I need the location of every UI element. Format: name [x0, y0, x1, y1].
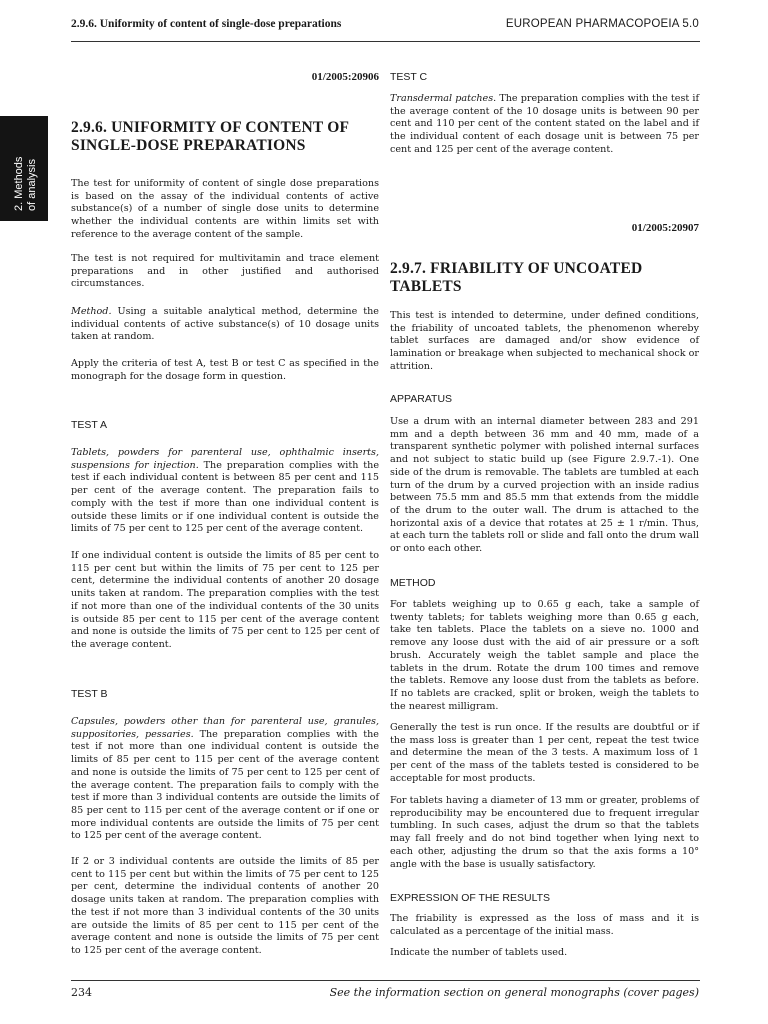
section-title-line-2: SINGLE-DOSE PREPARATIONS [71, 137, 306, 154]
test-a-heading: TEST A [71, 419, 107, 431]
running-header-publication: EUROPEAN PHARMACOPOEIA 5.0 [505, 18, 699, 30]
method-heading: METHOD [390, 577, 436, 589]
section-title [71, 119, 379, 155]
method-paragraph: Method. Using a suitable analytical method, determine the individual contents of active substance(s) of 10 dosage units taken at random. [71, 306, 379, 343]
reference-number: 01/2005:20907 [631, 222, 699, 234]
test-b-heading: TEST B [71, 688, 108, 700]
header-rule [71, 41, 700, 42]
side-tab-line-1: 2. Methods [13, 156, 25, 211]
chapter-side-tab [0, 116, 48, 221]
criteria-paragraph: Apply the criteria of test A, test B or test C as specified in the monograph for the dosage form in question. [71, 358, 379, 382]
test-a-retest-paragraph: If one individual content is outside the limits of 85 per cent to 115 per cent but within the limits of 75 per cent to 125 per cent, determine the individual contents of another 20 dosage units taken at random. The preparation complies with the test if not more than one of the individual contents of the 30 units is outside 85 per cent to 115 per cent of the average content and none is outside the limits of 75 per cent to 125 per cent of the average content. [71, 550, 379, 650]
apparatus-paragraph: Use a drum with an internal diameter between 283 and 291 mm and a depth between 36 mm and 40 mm, made of a transparent synthetic polymer with polished internal surfaces and not subject to static build up (see Figure 2.9.7.-1). One side of the drum is removable. The tablets are tumbled at each turn of the drum by a curved projection with an inside radius between 75.5 mm and 85.5 mm that extends from the middle of the drum to the outer wall. The drum is attached to the horizontal axis of a device that rotates at 25 ± 1 r/min. Thus, at each turn the tablets roll or slide and fall onto the drum wall or onto each other. [390, 416, 699, 555]
section-title-line-1: 2.9.7. FRIABILITY OF UNCOATED [390, 260, 643, 277]
tablets-used-paragraph: Indicate the number of tablets used. [390, 947, 568, 958]
page-number: 234 [71, 986, 92, 999]
side-tab-line-2: of analysis [26, 159, 38, 211]
footer-note: See the information section on general monographs (cover pages) [329, 986, 699, 999]
large-tablets-paragraph: For tablets having a diameter of 13 mm or greater, problems of reproducibility may be encountered due to frequent irregular tumbling. In such cases, adjust the drum so that the tablets may fall freely and do not bind together when lying next to each other, adjusting the drum so that the axis forms a 10° angle with the base is usually satisfactory. [390, 795, 699, 870]
test-b-paragraph: Capsules, powders other than for parenteral use, granules, suppositories, pessaries. The preparation complies with the test if not more than one individual content is outside the limits of 85 per cent to 115 per cent of the average content and none is outside the limits of 75 per cent to 125 per cent of the average content. The preparation fails to comply with the test if more than 3 individual contents are outside the limits of 85 per cent to 115 per cent of the average content or if one or more individual contents are outside the limits of 75 per cent to 125 per cent of the average content. [71, 716, 379, 842]
section-title-line-2: TABLETS [390, 278, 462, 295]
apparatus-heading: APPARATUS [390, 393, 453, 405]
test-a-paragraph: Tablets, powders for parenteral use, ophthalmic inserts, suspensions for injection. The preparation complies with the test if each individual content is between 85 per cent and 115 per cent of the average content. The preparation fails to comply with the test if more than one individual content is outside these limits or if one individual content is outside the limits of 75 per cent to 125 per cent of the average content. [71, 447, 379, 535]
test-b-retest-paragraph: If 2 or 3 individual contents are outside the limits of 85 per cent to 115 per cent but within the limits of 75 per cent to 125 per cent, determine the individual contents of another 20 dosage units taken at random. The preparation complies with the test if not more than 3 individual contents of the 30 units are outside the limits of 85 per cent to 115 per cent of the average content and none is outside the limits of 75 per cent to 125 per cent of the average content. [71, 856, 379, 956]
footer-rule [71, 980, 700, 981]
results-paragraph: The friability is expressed as the loss of mass and it is calculated as a percentage of the initial mass. [390, 913, 699, 937]
friability-intro-paragraph: This test is intended to determine, under defined conditions, the friability of uncoated tablets, the phenomenon whereby tablet surfaces are damaged and/or show evidence of lamination or breakage when subjected to mechanical shock or attrition. [390, 310, 699, 372]
section-title-line-1: 2.9.6. UNIFORMITY OF CONTENT OF [71, 119, 350, 136]
test-c-heading: TEST C [390, 71, 428, 83]
section-title [390, 260, 699, 296]
method-paragraph: For tablets weighing up to 0.65 g each, take a sample of twenty tablets; for tablets weighing more than 0.65 g each, take ten tablets. Place the tablets on a sieve no. 1000 and remove any loose dust with the aid of air pressure or a soft brush. Accurately weigh the tablet sample and place the tablets in the drum. Rotate the drum 100 times and remove the tablets. Remove any loose dust from the tablets as before. If no tablets are cracked, split or broken, weigh the tablets to the nearest milligram. [390, 599, 699, 712]
exemption-paragraph: The test is not required for multivitamin and trace element preparations and in other justified and authorised circumstances. [71, 253, 379, 290]
repeat-test-paragraph: Generally the test is run once. If the results are doubtful or if the mass loss is greater than 1 per cent, repeat the test twice and determine the mean of the 3 tests. A maximum loss of 1 per cent of the mass of the tablets tested is considered to be acceptable for most products. [390, 722, 699, 784]
results-heading: EXPRESSION OF THE RESULTS [390, 892, 551, 904]
test-c-paragraph: Transdermal patches. The preparation complies with the test if the average content of the 10 dosage units is between 90 per cent and 110 per cent of the content stated on the label and if the individual content of each dosage unit is between 75 per cent and 125 per cent of the average content. [390, 93, 699, 155]
running-header-section-title: 2.9.6. Uniformity of content of single-dose preparations [71, 18, 342, 30]
method-label: Method. [71, 306, 112, 317]
reference-number: 01/2005:20906 [311, 71, 379, 83]
intro-paragraph: The test for uniformity of content of single dose preparations is based on the assay of the individual contents of active substance(s) of a number of single dose units to determine whether the individual contents are within limits set with reference to the average content of the sample. [71, 178, 379, 240]
